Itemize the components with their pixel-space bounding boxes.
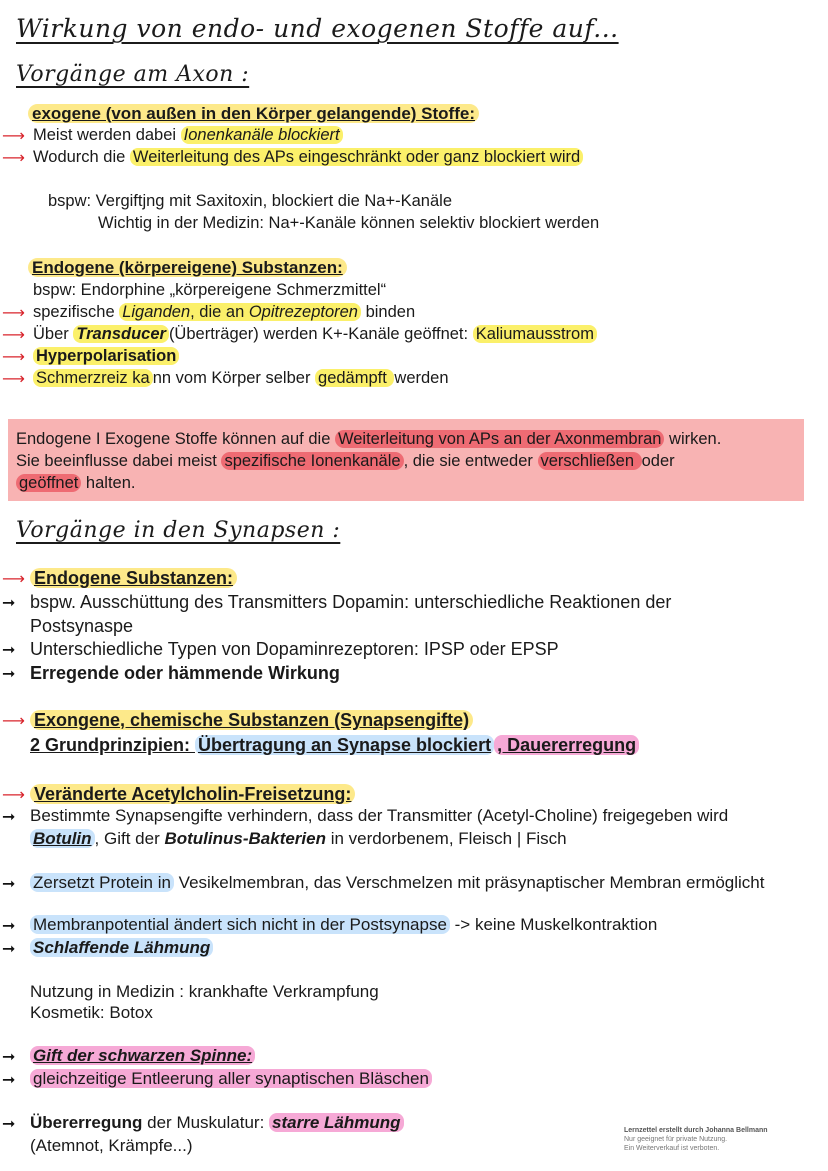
footer-resale: Ein Weiterverkauf ist verboten. [624,1145,720,1152]
page-title: Wirkung von endo- und exogenen Stoffe auf... [16,14,619,43]
exogene-heading: exogene (von außen in den Körper gelangende) Stoffe: [28,104,479,124]
arrow-icon: ⟶ [2,787,25,804]
arrow-icon: ⟶ [2,371,25,388]
arrow-icon: ➞ [2,876,16,893]
endogene-example: bspw: Endorphine „körpereigene Schmerzmittel“ [33,281,387,299]
arrow-icon: ➞ [2,1049,16,1066]
schlaffende-laehmung: Schlaffende Lähmung [30,938,213,958]
arrow-icon: ➞ [2,1072,16,1089]
kosmetik-line: Kosmetik: Botox [30,1003,153,1022]
section-heading-synapsen: Vorgänge in den Synapsen : [16,518,341,543]
summary-line-3: geöffnet halten. [16,472,135,494]
zersetzt-line: Zersetzt Protein in Vesikelmembran, das Verschmelzen mit präsynaptischer Membran ermöglicht [30,873,764,893]
uebererregung-line: Übererregung der Muskulatur: starre Lähmung [30,1113,404,1133]
summary-box [8,419,804,501]
syn-line-3: Erregende oder hämmende Wirkung [30,663,340,683]
endo-line-4: Schmerzreiz ka nn vom Körper selber gedämpft werden [33,369,449,388]
syn-line-1b: Postsynaspe [30,616,134,636]
arrow-icon: ➞ [2,1116,16,1133]
summary-line-1: Endogene I Exogene Stoffe können auf die Weiterleitung von APs an der Axonmembran wirken. [16,430,722,448]
footer-author: Lernzettel erstellt durch Johanna Bellmann [624,1127,768,1134]
syn-exogene-heading: Exongene, chemische Substanzen (Synapsengifte) [30,710,473,731]
summary-line-2: Sie beeinflusse dabei meist spezifische Ionenkanäle , die sie entweder verschließen oder [16,452,675,470]
endo-line-2: Über Transducer (Überträger) werden K+-Kanäle geöffnet: Kaliumausstrom [33,325,597,344]
footer-note [624,1126,819,1153]
endo-line-3: Hyperpolarisation [33,347,179,366]
axon-line-1: Meist werden dabei Ionenkanäle blockiert [33,126,343,145]
arrow-icon: ⟶ [2,327,25,344]
arrow-icon: ➞ [2,918,16,935]
nutzung-line: Nutzung in Medizin : krankhafte Verkrampfung [30,982,379,1001]
atemnot-line: (Atemnot, Krämpfe...) [30,1136,193,1155]
grundprinzipien: 2 Grundprinzipien: Übertragung an Synapse blockiert , Dauererregung [30,735,639,756]
arrow-icon: ⟶ [2,713,25,730]
spinne-line: gleichzeitige Entleerung aller synaptischen Bläschen [30,1069,432,1089]
arrow-icon: ➞ [2,642,16,659]
endo-line-1: spezifische Liganden, die an Opitrezeptoren binden [33,303,416,321]
section-heading-axon: Vorgänge am Axon : [16,62,250,87]
syn-line-1: bspw. Ausschüttung des Transmitters Dopamin: unterschiedliche Reaktionen der [30,592,672,612]
membranpotential-line: Membranpotential ändert sich nicht in der Postsynapse -> keine Muskelkontraktion [30,915,657,935]
syn-endogene-heading: Endogene Substanzen: [30,568,237,589]
ach-line-1: Bestimmte Synapsengifte verhindern, dass der Transmitter (Acetyl-Choline) freigegeben wird [30,806,729,825]
arrow-icon: ➞ [2,941,16,958]
axon-example-2: Wichtig in der Medizin: Na+-Kanäle können selektiv blockiert werden [98,214,600,232]
arrow-icon: ⟶ [2,150,25,167]
footer-usage: Nur geeignet für private Nutzung. [624,1136,728,1143]
arrow-icon: ⟶ [2,305,25,322]
arrow-icon: ➞ [2,809,16,826]
axon-line-2: Wodurch die Weiterleitung des APs eingeschränkt oder ganz blockiert wird [33,148,583,167]
acetylcholin-heading: Veränderte Acetylcholin-Freisetzung: [30,784,355,805]
arrow-icon: ⟶ [2,349,25,366]
endogene-heading: Endogene (körpereigene) Substanzen: [28,258,347,278]
syn-line-2: Unterschiedliche Typen von Dopaminrezeptoren: IPSP oder EPSP [30,639,559,659]
spinne-heading: Gift der schwarzen Spinne: [30,1046,255,1066]
arrow-icon: ➞ [2,595,16,612]
arrow-icon: ⟶ [2,128,25,145]
arrow-icon: ⟶ [2,571,25,588]
arrow-icon: ➞ [2,666,16,683]
ach-line-2: Botulin , Gift der Botulinus-Bakterien in verdorbenem, Fleisch | Fisch [30,829,567,849]
axon-example-1: bspw: Vergiftjng mit Saxitoxin, blockiert die Na+-Kanäle [48,192,452,210]
